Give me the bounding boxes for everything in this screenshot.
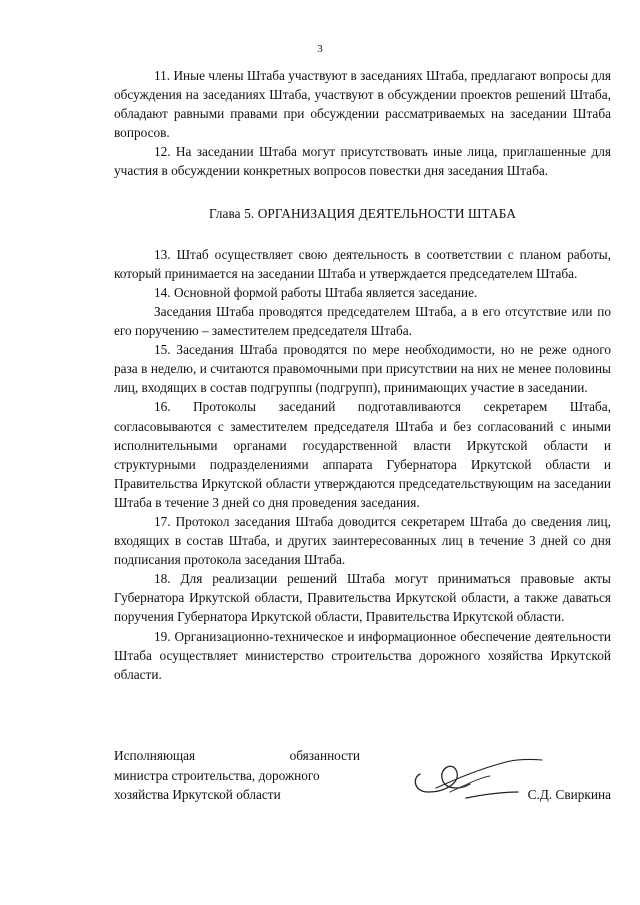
- signer-name: С.Д. Свиркина: [527, 787, 611, 802]
- paragraph-15: 15. Заседания Штаба проводятся по мере необходимости, но не реже одного раза в неделю, и считаются правомочными при присутствии на них не менее половины лиц, входящих в состав подгруппы (подгрупп), принимающих участие в заседании.: [114, 342, 611, 396]
- chapter-heading: Глава 5. ОРГАНИЗАЦИЯ ДЕЯТЕЛЬНОСТИ ШТАБА: [208, 205, 517, 221]
- signer-position-line-1: [114, 746, 360, 766]
- signer-position-line-2: министра строительства, дорожного: [114, 767, 320, 783]
- paragraph-11: 11. Иные члены Штаба участвуют в заседаниях Штаба, предлагают вопросы для обсуждения на заседаниях Штаба, участвуют в обсуждении проектов решений Штаба, обладают равными правами при обсуждении рассматриваемых на заседании Штаба вопросов.: [114, 68, 611, 141]
- signer-position-word-2: обязанности: [289, 748, 360, 763]
- page-number: 3: [317, 43, 323, 55]
- paragraph-17: 17. Протокол заседания Штаба доводится секретарем Штаба до сведения лиц, входящих в состав Штаба, и других заинтересованных лиц в течение 3 дней со дня подписания протокола заседания Штаба.: [114, 513, 611, 568]
- paragraph-12: 12. На заседании Штаба могут присутствовать иные лица, приглашенные для участия в обсуждении конкретных вопросов повестки дня заседания Штаба.: [114, 144, 611, 179]
- handwritten-signature: [406, 748, 546, 804]
- paragraph-16: 16. Протоколы заседаний подготавливаются секретарем Штаба, согласовываются с заместителем председателя Штаба и без согласований с иными исполнительными органами государственной власти Иркутской области и структурными подразделениями аппарата Губернатора Иркутской области и Правительства Иркутской области утверждаются председательствующим на заседании Штаба в течение 3 дней со дня проведения заседания.: [114, 399, 611, 510]
- signer-position: [114, 746, 360, 805]
- paragraph-13: 13. Штаб осуществляет свою деятельность в соответствии с планом работы, который принимается на заседании Штаба и утверждается председателем Штаба.: [114, 246, 611, 281]
- signature-block: [114, 746, 611, 806]
- signer-position-word-1: Исполняющая: [114, 748, 196, 763]
- paragraph-14: 14. Основной формой работы Штаба является заседание.: [154, 284, 478, 300]
- document-body: [114, 66, 611, 684]
- paragraph-18: 18. Для реализации решений Штаба могут приниматься правовые акты Губернатора Иркутской области, Правительства Иркутской области, а также даваться поручения Губернатора Иркутской области, Правительства Иркутской области.: [114, 571, 611, 625]
- paragraph-14-continued: Заседания Штаба проводятся председателем Штаба, а в его отсутствие или по его поручению – заместителем председателя Штаба.: [114, 303, 611, 339]
- paragraph-19: 19. Организационно-техническое и информационное обеспечение деятельности Штаба осуществляет министерство строительства дорожного хозяйства Иркутской области.: [114, 628, 611, 682]
- signer-position-line-3: хозяйства Иркутской области: [114, 787, 281, 802]
